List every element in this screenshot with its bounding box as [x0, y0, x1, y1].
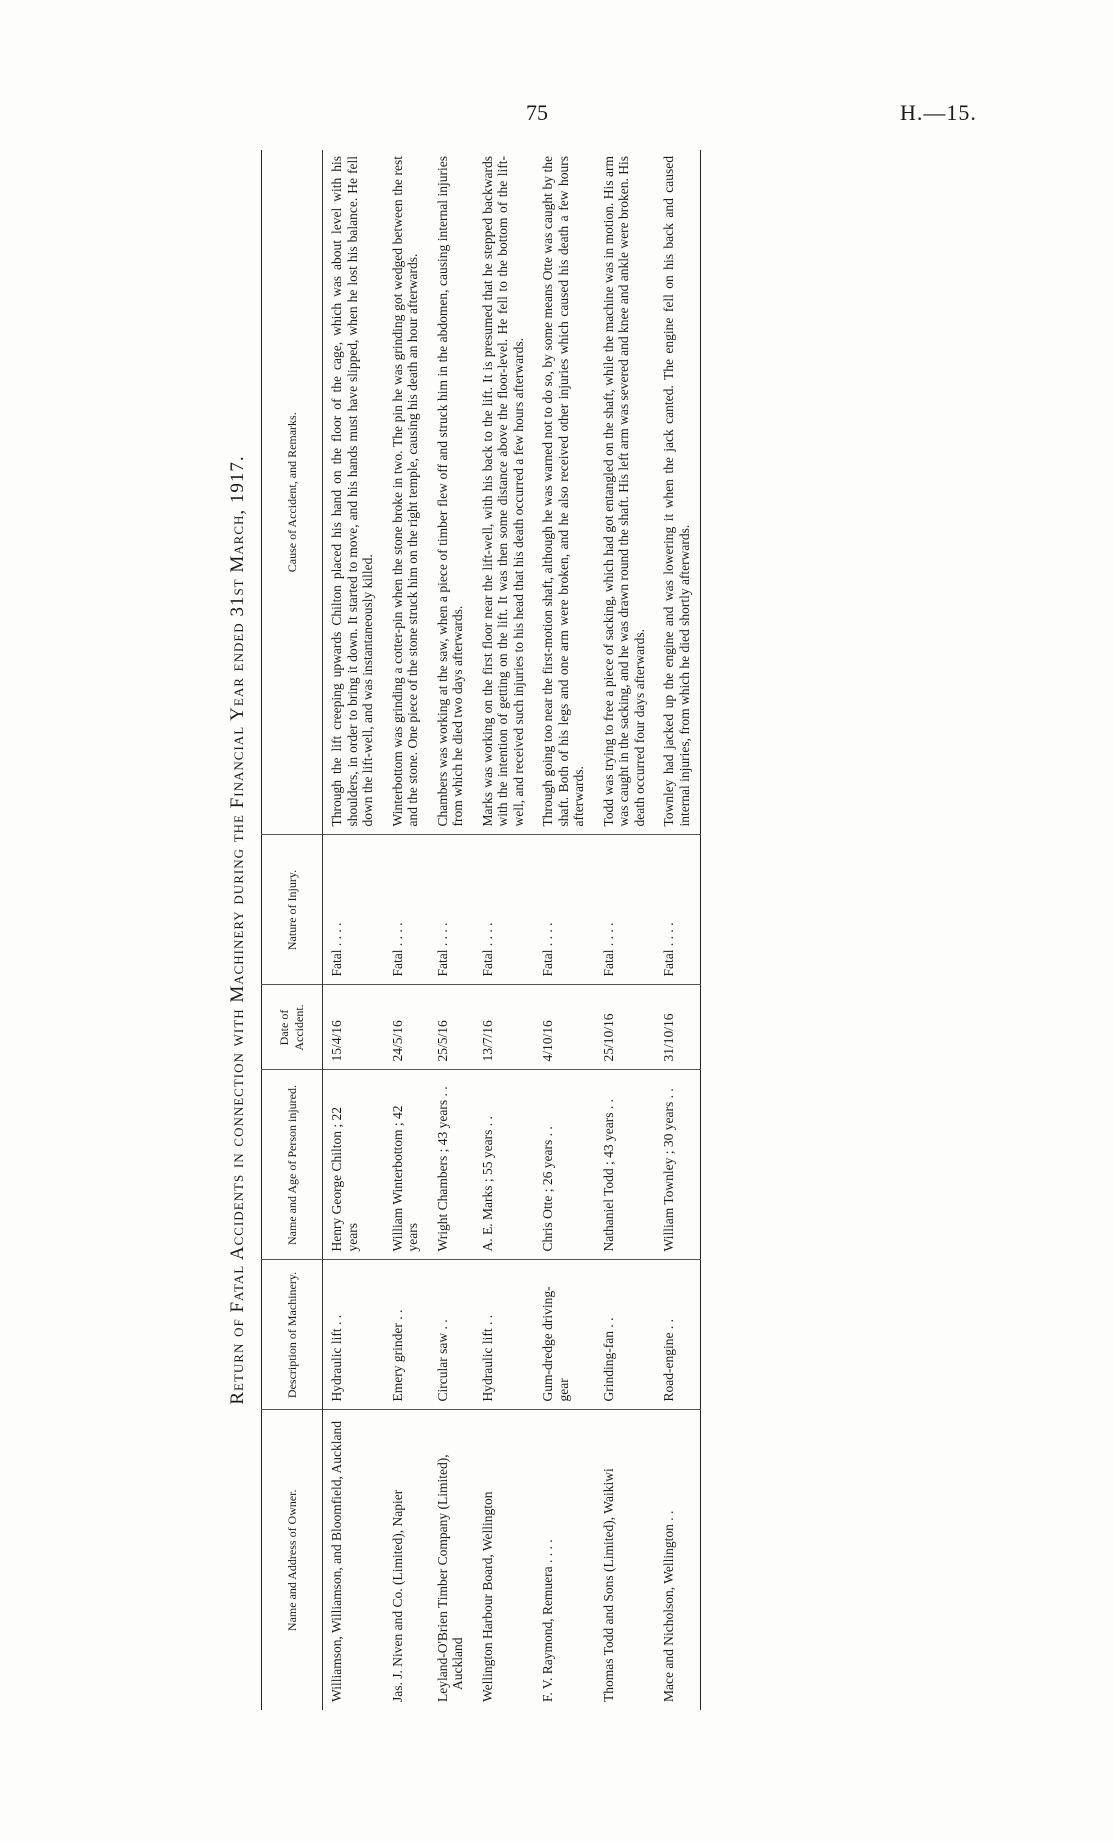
cell-machinery: Emery grinder . . [384, 1260, 429, 1410]
cell-person: A. E. Marks ; 55 years . . [474, 1070, 535, 1260]
cell-machinery: Road-engine . . [655, 1260, 701, 1410]
header-machinery: Description of Machinery. [262, 1260, 323, 1410]
cell-cause: Through the lift creeping upwards Chilton placed his hand on the floor of the cage, which was about level with his shoulders, in order to bring it down. It started to move, and his hands must have slipped, when he lost his balance. He fell down the lift-well, and was instantaneously killed. [329, 156, 375, 827]
header-date: Date of Accident. [262, 985, 323, 1070]
table-row [384, 150, 429, 1710]
cell-nature: Fatal . . . . [384, 835, 429, 985]
cell-cause: Winterbottom was grinding a cotter-pin when the stone broke in two. The pin he was grinding got wedged between the rest and the stone. One piece of the stone struck him on the right temple, causing his death an hour afterwards. [389, 156, 420, 827]
cell-person: Henry George Chilton ; 22 years [323, 1070, 384, 1260]
cell-machinery: Grinding-fan . . [595, 1260, 656, 1410]
rotated-table-block [215, 150, 865, 1710]
cell-nature: Fatal . . . . [655, 835, 701, 985]
cell-nature: Fatal . . . . [474, 835, 535, 985]
cell-person: Wright Chambers ; 43 years . . [429, 1070, 474, 1260]
cell-nature: Fatal . . . . [323, 835, 384, 985]
table-row [474, 150, 535, 1710]
fatal-accidents-table [261, 150, 701, 1710]
cell-nature: Fatal . . . . [429, 835, 474, 985]
table-title: Return of Fatal Accidents in connection with Machinery during the Financial Year ended 31st March, 1917. [227, 455, 248, 1405]
cell-cause: Todd was trying to free a piece of sacking, which had got entangled on the shaft, while the machine was in motion. His arm was caught in the sacking, and he was drawn round the shaft. His left arm was severed and knee and ankle were broken. His death occurred four days afterwards. [600, 156, 647, 827]
cell-owner: Jas. J. Niven and Co. (Limited), Napier [384, 1410, 429, 1710]
table-row [429, 150, 474, 1710]
page-reference: H.—15. [900, 100, 977, 125]
cell-cause: Chambers was working at the saw, when a piece of timber flew off and struck him in the abdomen, causing internal injuries from which he died two days afterwards. [434, 156, 465, 827]
table-row [655, 150, 701, 1710]
cell-machinery: Hydraulic lift . . [323, 1260, 384, 1410]
cell-cause: Townley had jacked up the engine and was lowering it when the jack canted. The engine fell on his back and caused internal injuries, from which he died shortly afterwards. [661, 156, 692, 827]
cell-cause: Marks was working on the first floor near the lift-well, with his back to the lift. It is presumed that he stepped backwards with the intention of getting on the lift. It was then some distance above the floor-level. He fell to the bottom of the lift-well, and received such injuries to his head that his death occurred a few hours afterwards. [479, 156, 526, 827]
cell-date: 25/5/16 [429, 985, 474, 1070]
table-header-row [262, 150, 323, 1710]
cell-date: 13/7/16 [474, 985, 535, 1070]
header-person: Name and Age of Person injured. [262, 1070, 323, 1260]
table-row [595, 150, 656, 1710]
table-row [534, 150, 595, 1710]
cell-date: 24/5/16 [384, 985, 429, 1070]
page-number: 75 [526, 100, 548, 125]
header-nature: Nature of Injury. [262, 835, 323, 985]
header-owner: Name and Address of Owner. [262, 1410, 323, 1710]
cell-date: 4/10/16 [534, 985, 595, 1070]
cell-nature: Fatal . . . . [534, 835, 595, 985]
cell-date: 31/10/16 [655, 985, 701, 1070]
cell-machinery: Hydraulic lift . . [474, 1260, 535, 1410]
cell-machinery: Circular saw . . [429, 1260, 474, 1410]
cell-owner: Wellington Harbour Board, Wellington [474, 1410, 535, 1710]
cell-date: 25/10/16 [595, 985, 656, 1070]
cell-nature: Fatal . . . . [595, 835, 656, 985]
header-cause: Cause of Accident, and Remarks. [262, 150, 323, 835]
cell-cause: Through going too near the first-motion shaft, although he was warned not to do so, by some means Otte was caught by the shaft. Both of his legs and one arm were broken, and he also received other injuries which caused his death a few hours afterwards. [540, 156, 586, 827]
cell-owner: F. V. Raymond, Remuera . . . . [534, 1410, 595, 1710]
cell-person: William Winterbottom ; 42 years [384, 1070, 429, 1260]
table-row [323, 150, 384, 1710]
cell-person: Chris Otte ; 26 years . . [534, 1070, 595, 1260]
cell-owner: Mace and Nicholson, Wellington . . [655, 1410, 701, 1710]
cell-owner: Williamson, Williamson, and Bloomfield, Auckland [323, 1410, 384, 1710]
cell-person: Nathaniel Todd ; 43 years . . [595, 1070, 656, 1260]
cell-machinery: Gum-dredge driving-gear [534, 1260, 595, 1410]
cell-owner: Leyland-O'Brien Timber Company (Limited), Auckland [429, 1410, 474, 1710]
cell-person: William Townley ; 30 years . . [655, 1070, 701, 1260]
cell-owner: Thomas Todd and Sons (Limited), Waikiwi [595, 1410, 656, 1710]
cell-date: 15/4/16 [323, 985, 384, 1070]
